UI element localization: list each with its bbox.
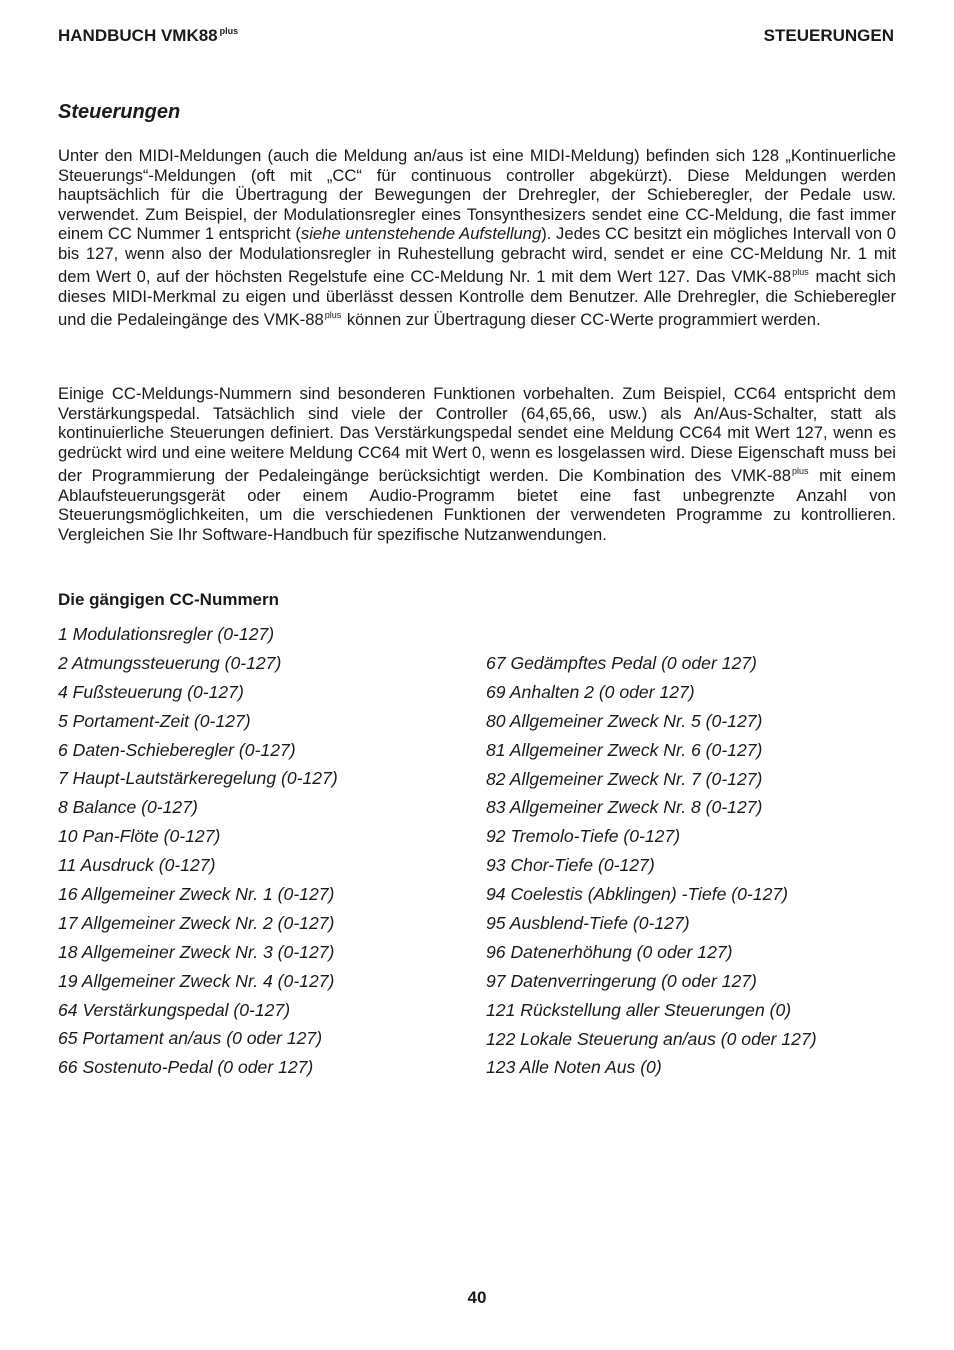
manual-title-text: HANDBUCH VMK88 — [58, 26, 218, 45]
intro-text-part3: macht sich dieses MIDI-Merkmal zu eigen und überlässt dessen Kontrolle dem Benutzer. Alle Drehregler, die Schieberegler und die Pedaleingänge des — [58, 267, 896, 329]
cc-list-item: 92 Tremolo-Tiefe (0-127) — [486, 826, 681, 847]
cc-list-left — [58, 620, 478, 1082]
cc-list-item: 83 Allgemeiner Zweck Nr. 8 (0-127) — [486, 797, 763, 818]
cc-list-item: 67 Gedämpftes Pedal (0 oder 127) — [486, 653, 757, 673]
cc-list-item: 123 Alle Noten Aus (0) — [486, 1057, 662, 1078]
page-number: 40 — [467, 1288, 487, 1307]
cc-list-item: 1 Modulationsregler (0-127) — [58, 624, 275, 644]
cc-list-item: 94 Coelestis (Abklingen) -Tiefe (0-127) — [486, 884, 789, 905]
product-name: VMK-88 — [263, 310, 324, 329]
cc-list-item: 97 Datenverringerung (0 oder 127) — [486, 970, 757, 991]
section-title: Steuerungen — [58, 101, 181, 123]
cc-list-item: 7 Haupt-Lautstärkeregelung (0-127) — [58, 768, 338, 789]
cc-list-item: 93 Chor-Tiefe (0-127) — [486, 855, 655, 876]
cc-list-item: 8 Balance (0-127) — [58, 797, 198, 818]
product-name-superscript: plus — [791, 466, 809, 476]
cc-list-item: 121 Rückstellung aller Steuerungen (0) — [486, 999, 792, 1020]
intro-text-part1: Unter den MIDI-Meldungen (auch die Meldung an/aus ist eine MIDI-Meldung) befinden sich 128 „Kontinuerliche Steuerungs“-Meldungen (oft mit „CC“ für continuous controller abgekürzt). Diese Meldungen werden hauptsächlich für die Übertragung der Bewegungen der Drehregler, der Schieberegler, der Pedale usw. verwendet. Zum Beispiel, der Modulationsregler eines Tonsynthesizers sendet eine CC-Meldung, die fast immer einem CC Nummer 1 entspricht ( — [58, 146, 896, 243]
chapter-title: STEUERUNGEN — [763, 26, 894, 45]
intro-text-part4: können zur Übertragung dieser CC-Werte programmiert werden. — [342, 310, 821, 329]
product-name: VMK-88 — [731, 267, 792, 286]
cc-list-item: 17 Allgemeiner Zweck Nr. 2 (0-127) — [58, 912, 335, 933]
special-text-part1: Einige CC-Meldungs-Nummern sind besonderen Funktionen vorbehalten. Zum Beispiel, CC64 entspricht dem Verstärkungspedal. Tatsächlich sind viele der Controller (64,65,66, usw.) als An/Aus-Schalter, statt als kontinuierliche Steuerungen definiert. Das Verstärkungspedal sendet eine Meldung CC64 mit Wert 127, wenn es gedrückt wird und eine weitere Meldung CC64 mit Wert 0, wenn es losgelassen wird. Diese Eigenschaft muss bei der Programmierung der Pedaleingänge berücksichtigt werden. Die Kombination des — [58, 384, 896, 485]
product-name-superscript: plus — [792, 267, 809, 277]
special-text-part2: mit einem Ablaufsteuerungsgerät oder einem Audio-Programm bietet eine fast unbegrenzte Anzahl von Steuerungsmöglichkeiten, um die verschiedenen Funktionen der verwendeten Programme zu kontrollieren. Vergleichen Sie Ihr Software-Handbuch für spezifische Nutzanwendungen. — [58, 466, 896, 544]
cc-list-item: 96 Datenerhöhung (0 oder 127) — [486, 941, 733, 962]
cc-list-item: 95 Ausblend-Tiefe (0-127) — [486, 913, 690, 934]
cc-list-item: 19 Allgemeiner Zweck Nr. 4 (0-127) — [58, 970, 335, 991]
intro-paragraph — [58, 146, 896, 330]
cc-list-item: 4 Fußsteuerung (0-127) — [58, 681, 244, 702]
cc-list-item: 64 Verstärkungspedal (0-127) — [58, 999, 291, 1020]
cc-list-item: 65 Portament an/aus (0 oder 127) — [58, 1028, 323, 1049]
manual-title-superscript: plus — [219, 26, 239, 36]
product-name-superscript: plus — [324, 310, 342, 320]
cc-list-item: 82 Allgemeiner Zweck Nr. 7 (0-127) — [486, 768, 763, 789]
special-functions-paragraph — [58, 384, 896, 544]
cc-list-item: 66 Sostenuto-Pedal (0 oder 127) — [58, 1057, 314, 1078]
cc-list-right — [486, 649, 906, 1082]
cc-list-item: 18 Allgemeiner Zweck Nr. 3 (0-127) — [58, 941, 335, 962]
manual-title — [58, 26, 238, 46]
cc-list-item: 5 Portament-Zeit (0-127) — [58, 710, 251, 731]
cc-list-item: 16 Allgemeiner Zweck Nr. 1 (0-127) — [58, 884, 335, 905]
product-name: VMK-88 — [731, 466, 791, 485]
cc-list-item: 11 Ausdruck (0-127) — [58, 855, 216, 876]
cc-list-item: 10 Pan-Flöte (0-127) — [58, 826, 221, 847]
intro-text-italic: siehe untenstehende Aufstellung — [300, 224, 542, 243]
intro-text-part2: ). Jedes CC besitzt ein mögliches Intervall von 0 bis 127, wenn also der Modulationsregler in Ruhestellung gebracht wird, sendet er eine CC-Meldung Nr. 1 mit dem Wert 0, auf der höchsten Regelstufe eine CC-Meldung Nr. 1 mit dem Wert 127. Das — [58, 224, 896, 286]
cc-list-item: 81 Allgemeiner Zweck Nr. 6 (0-127) — [486, 739, 763, 760]
cc-numbers-heading: Die gängigen CC-Nummern — [58, 590, 280, 609]
cc-list-item: 6 Daten-Schieberegler (0-127) — [58, 739, 296, 760]
cc-list-item: 2 Atmungssteuerung (0-127) — [58, 652, 282, 673]
cc-list-item: 122 Lokale Steuerung an/aus (0 oder 127) — [486, 1028, 817, 1049]
cc-list-item: 80 Allgemeiner Zweck Nr. 5 (0-127) — [486, 710, 763, 731]
cc-list-item: 69 Anhalten 2 (0 oder 127) — [486, 681, 695, 702]
page-header — [58, 26, 894, 48]
